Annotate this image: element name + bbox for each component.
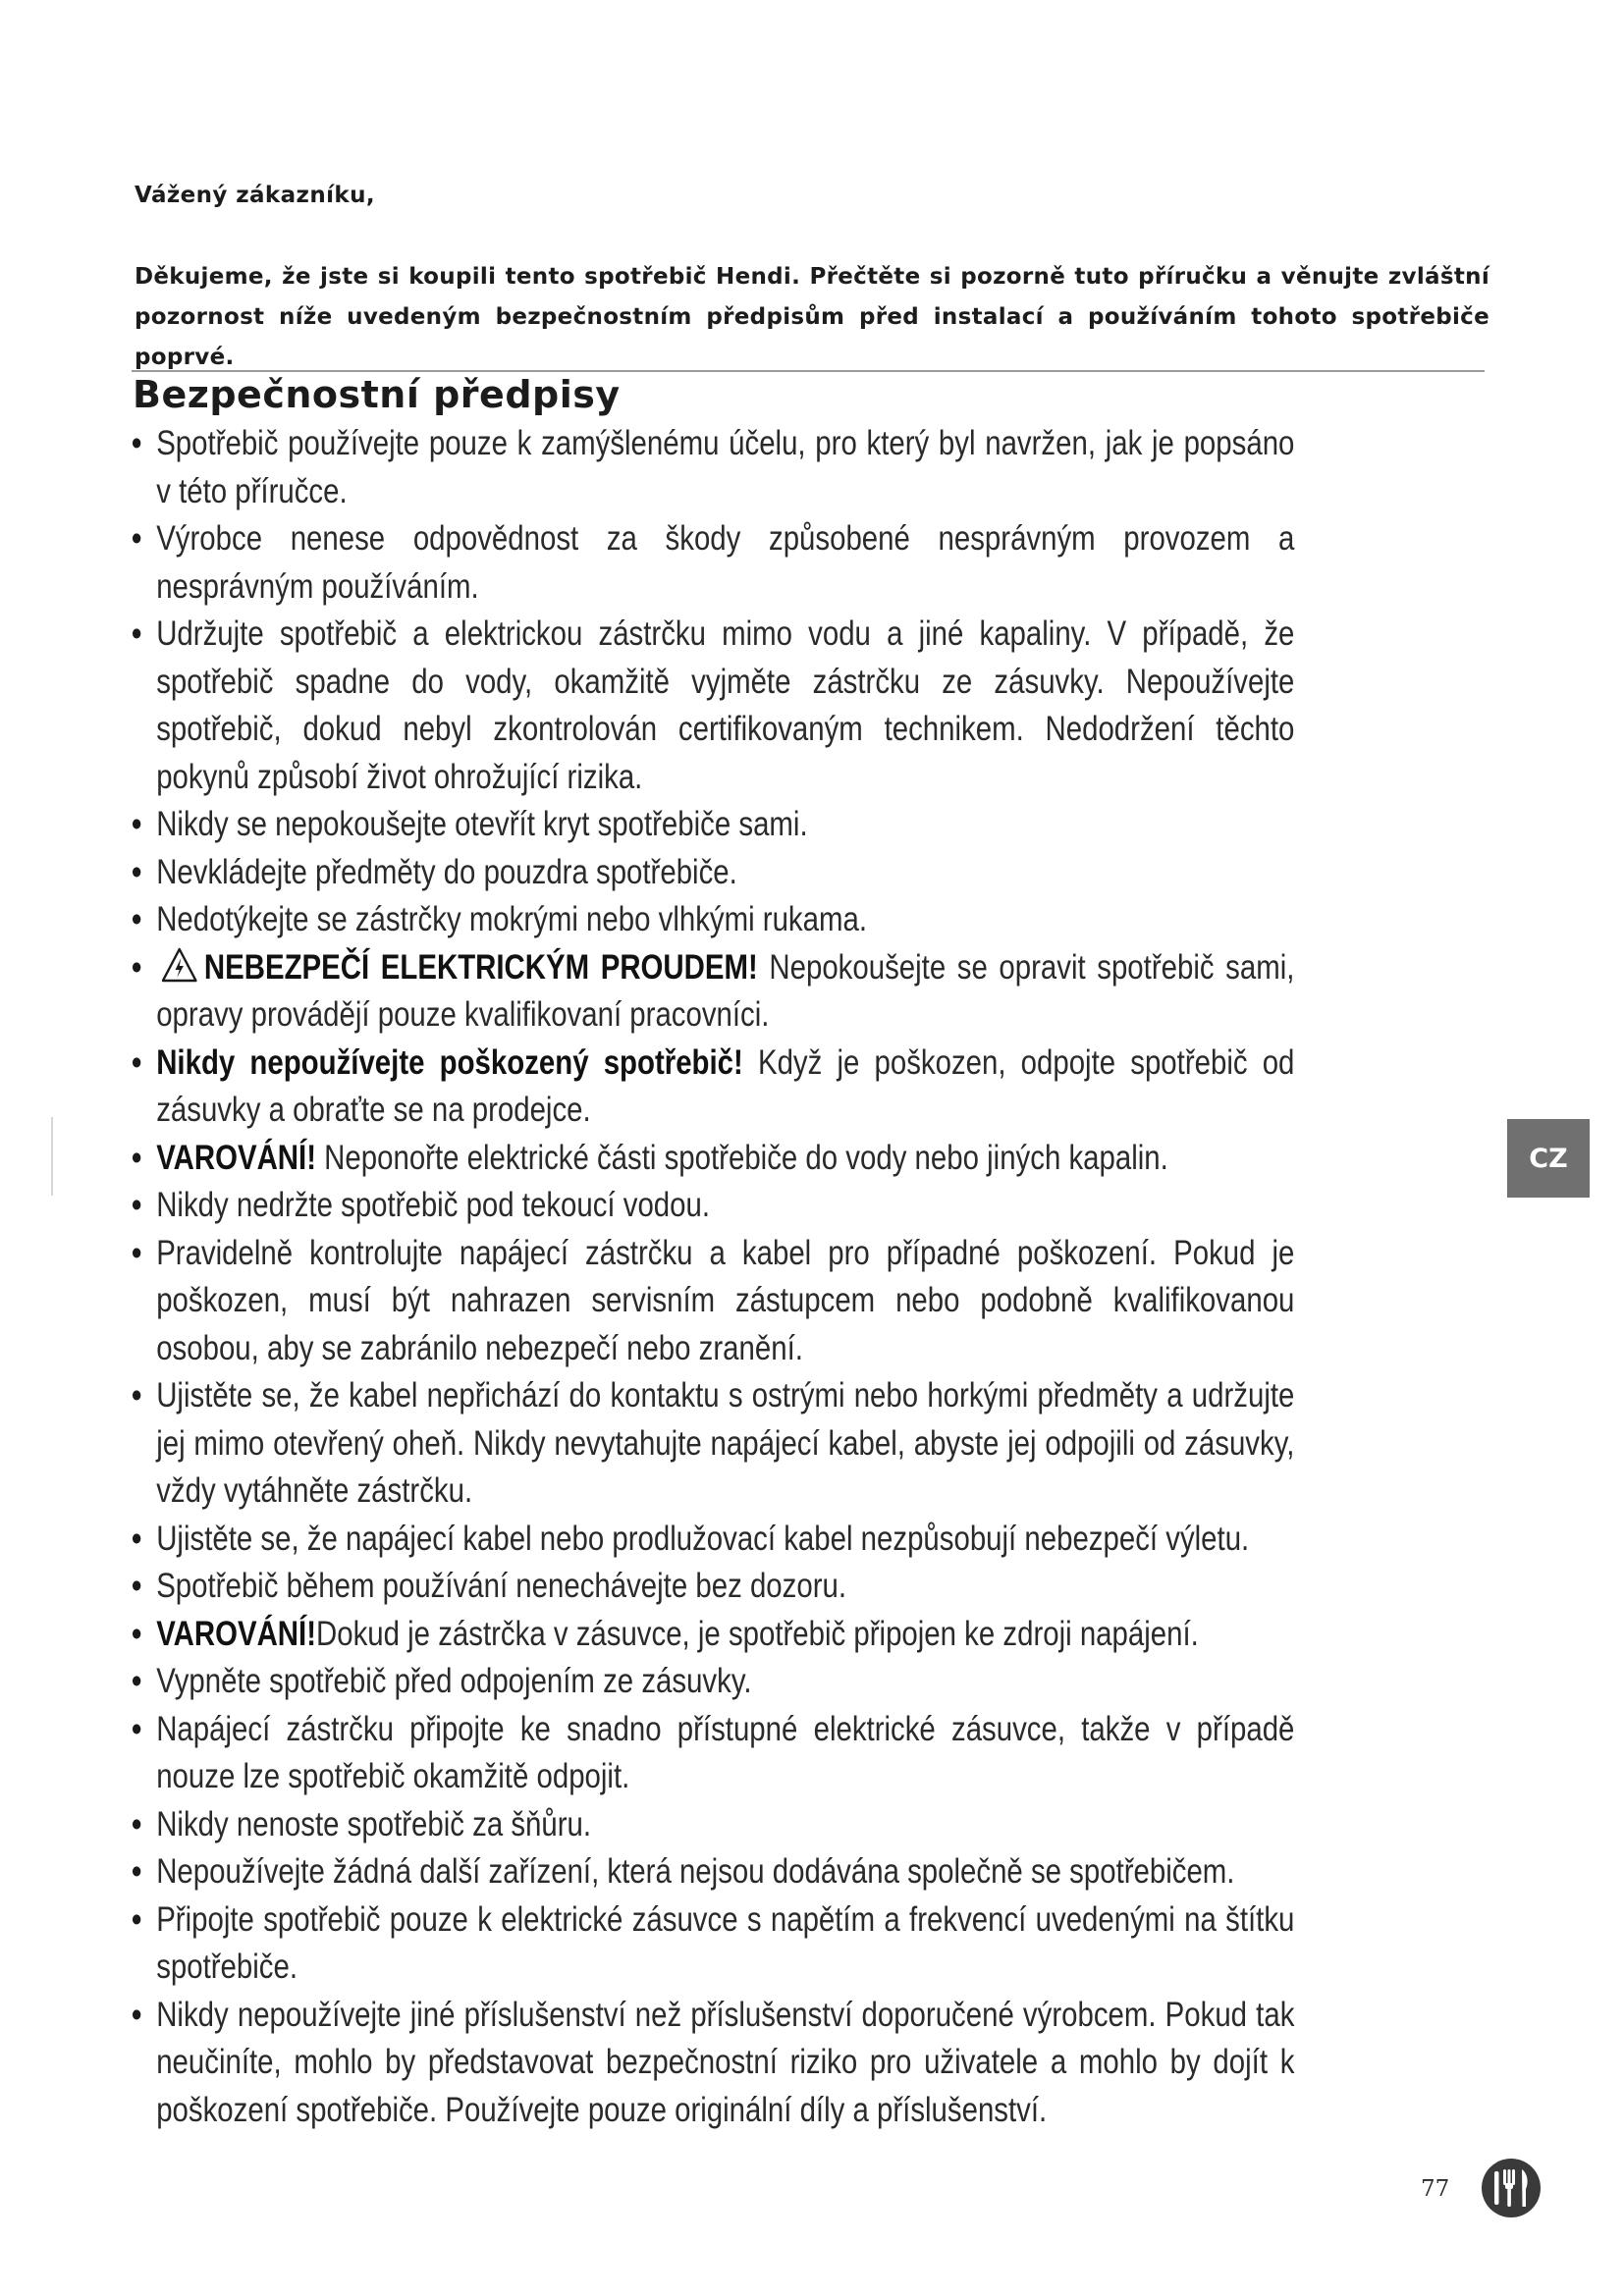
rule-text: Nikdy nedržte spotřebič pod tekoucí vodou. <box>156 1186 711 1224</box>
rule-text: Nepoužívejte žádná další zařízení, která nejsou dodávána společně se spotřebičem. <box>156 1852 1235 1891</box>
safety-rule <box>132 1992 1294 2135</box>
rule-text: Dokud je zástrčka v zásuvce, je spotřebič připojen ke zdroji napájení. <box>316 1614 1199 1653</box>
language-tab <box>1507 1119 1590 1198</box>
bullet: • <box>132 424 142 462</box>
rule-text: Ujistěte se, že kabel nepřichází do kontaktu s ostrými nebo horkými předměty a udržujte jej mimo otevřený oheň. Nikdy nevytahujte napájecí kabel, abyste jej odpojili od zásuvky, vždy vytáhněte zástrčku. <box>156 1376 1295 1510</box>
rule-text: Nevkládejte předměty do pouzdra spotřebiče. <box>156 852 737 891</box>
bullet: • <box>132 1233 142 1272</box>
electric-hazard-icon <box>161 947 197 983</box>
rule-text: Nedotýkejte se zástrčky mokrými nebo vlhkými rukama. <box>156 900 867 938</box>
safety-rule <box>132 611 1294 801</box>
bullet: • <box>132 947 142 987</box>
safety-rule <box>132 1848 1294 1896</box>
safety-rule <box>132 1135 1294 1183</box>
bullet: • <box>132 1376 142 1415</box>
rule-text: Nikdy nepoužívejte jiné příslušenství než příslušenství doporučené výrobcem. Pokud tak neučiníte, mohlo by představovat bezpečnostní riziko pro uživatele a mohlo by dojít k poškození spotřebiče. Používejte pouze originální díly a příslušenství. <box>156 1995 1295 2129</box>
rule-text: Nepokoušejte se opravit spotřebič sami, opravy provádějí pouze kvalifikovaní pracovníci. <box>156 947 1295 1034</box>
bullet: • <box>132 900 142 938</box>
intro-paragraph: Děkujeme, že jste si koupili tento spotřebič Hendi. Přečtěte si pozorně tuto příručku a věnujte zvláštní pozornost níže uvedeným bezpečnostním předpisům před instalací a používáním tohoto spotřebiče poprvé. <box>135 264 1489 370</box>
bullet: • <box>132 1995 142 2034</box>
safety-rule <box>132 1040 1294 1135</box>
rule-text: Spotřebič používejte pouze k zamýšlenému účelu, pro který byl navržen, jak je popsáno v této příručce. <box>156 424 1295 510</box>
safety-rule <box>132 1563 1294 1611</box>
safety-rules-list <box>132 420 1294 2134</box>
rule-lead: NEBEZPEČÍ ELEKTRICKÝM PROUDEM! <box>203 947 758 987</box>
safety-rule <box>132 944 1294 1040</box>
bullet: • <box>132 1138 142 1177</box>
safety-rule <box>132 1516 1294 1564</box>
bullet: • <box>132 1899 142 1939</box>
bullet: • <box>132 805 142 843</box>
bullet: • <box>132 1567 142 1605</box>
safety-rule <box>132 896 1294 944</box>
bullet: • <box>132 1852 142 1891</box>
bullet: • <box>132 1519 142 1558</box>
greeting: Vážený zákazníku, <box>135 183 375 208</box>
rule-text: Připojte spotřebič pouze k elektrické zásuvce s napětím a frekvencí uvedenými na štítku spotřebiče. <box>156 1899 1295 1986</box>
safety-rule <box>132 1182 1294 1230</box>
rule-text: Spotřebič během používání nenechávejte bez dozoru. <box>156 1567 847 1605</box>
page-number: 77 <box>1421 2176 1450 2202</box>
rule-text: Neponořte elektrické části spotřebiče do vody nebo jiných kapalin. <box>324 1138 1168 1177</box>
rule-text: Když je poškozen, odpojte spotřebič od zásuvky a obraťte se na prodejce. <box>156 1042 1295 1129</box>
safety-rule <box>132 420 1294 515</box>
rule-text: Nikdy nenoste spotřebič za šňůru. <box>156 1804 592 1843</box>
safety-rule <box>132 1372 1294 1516</box>
bullet: • <box>132 1804 142 1843</box>
bullet: • <box>132 1662 142 1700</box>
safety-rule <box>132 1658 1294 1706</box>
rule-text: Vypněte spotřebič před odpojením ze zásuvky. <box>156 1662 752 1700</box>
rule-lead: VAROVÁNÍ! <box>156 1614 317 1653</box>
rule-lead: Nikdy nepoužívejte poškozený spotřebič! <box>156 1042 743 1082</box>
safety-rule <box>132 1896 1294 1992</box>
bullet: • <box>132 614 142 653</box>
cutlery-logo-icon <box>1481 2158 1542 2218</box>
bullet: • <box>132 519 142 558</box>
rule-text: Nikdy se nepokoušejte otevřít kryt spotřebiče sami. <box>156 805 808 843</box>
rule-text: Výrobce nenese odpovědnost za škody způsobené nesprávným provozem a nesprávným používáním. <box>156 519 1295 606</box>
bullet: • <box>132 1614 142 1653</box>
margin-mark <box>51 1117 53 1196</box>
bullet: • <box>132 1042 142 1082</box>
safety-rule <box>132 801 1294 849</box>
safety-rule <box>132 1706 1294 1801</box>
safety-rule <box>132 515 1294 611</box>
section-divider <box>132 370 1485 372</box>
bullet: • <box>132 1186 142 1224</box>
safety-rule <box>132 1230 1294 1373</box>
rule-text: Udržujte spotřebič a elektrickou zástrčku mimo vodu a jiné kapaliny. V případě, že spotřebič spadne do vody, okamžitě vyjměte zástrčku ze zásuvky. Nepoužívejte spotřebič, dokud nebyl zkontrolován certifikovaným technikem. Nedodržení těchto pokynů způsobí život ohrožující rizika. <box>156 614 1295 796</box>
rule-lead: VAROVÁNÍ! <box>156 1138 317 1177</box>
safety-rule <box>132 1801 1294 1849</box>
language-tab-label: CZ <box>1529 1143 1568 1174</box>
rule-text: Pravidelně kontrolujte napájecí zástrčku a kabel pro případné poškození. Pokud je poškozen, musí být nahrazen servisním zástupcem nebo podobně kvalifikovanou osobou, aby se zabránilo nebezpečí nebo zranění. <box>156 1233 1295 1367</box>
bullet: • <box>132 1709 142 1748</box>
bullet: • <box>132 852 142 891</box>
safety-rule <box>132 1611 1294 1659</box>
rule-text: Ujistěte se, že napájecí kabel nebo prodlužovací kabel nezpůsobují nebezpečí výletu. <box>156 1519 1250 1558</box>
safety-rule <box>132 849 1294 897</box>
rule-text: Napájecí zástrčku připojte ke snadno přístupné elektrické zásuvce, takže v případě nouze lze spotřebič okamžitě odpojit. <box>156 1709 1295 1795</box>
section-title: Bezpečnostní předpisy <box>133 373 621 416</box>
